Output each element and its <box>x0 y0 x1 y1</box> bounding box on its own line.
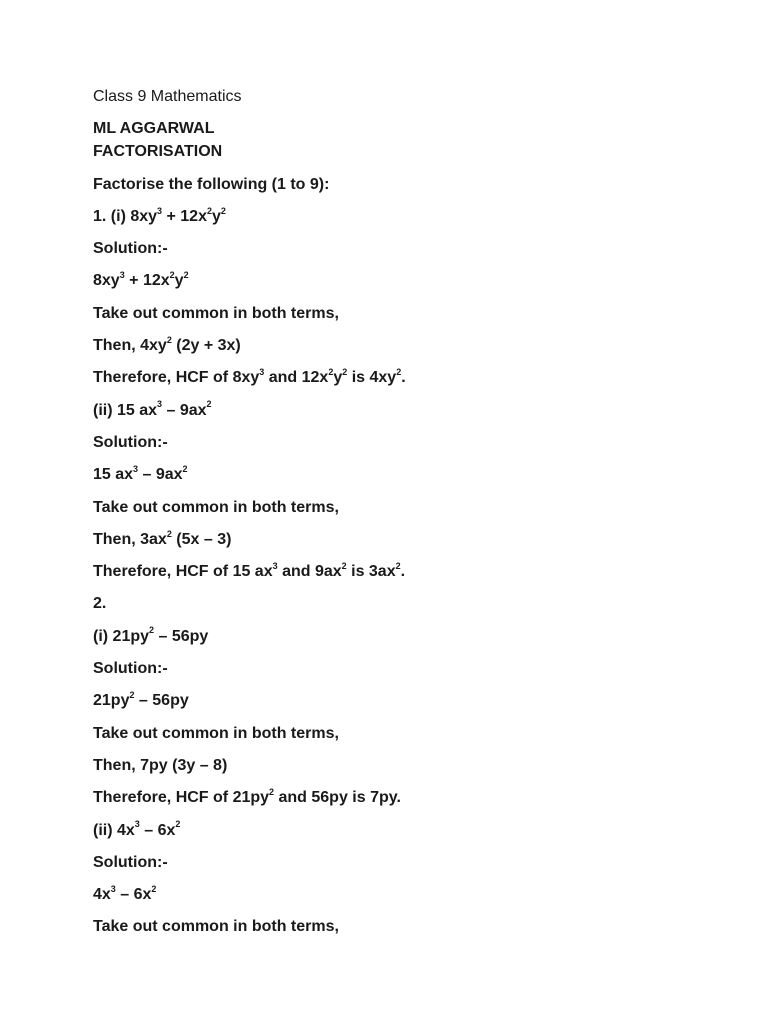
conclusion-line: Therefore, HCF of 15 $ax^3$ and $9ax^2$ is $3ax^2$. <box>93 560 406 581</box>
expression-line: 15 $ax^3 - 9ax^2$ <box>93 463 188 484</box>
expression-line: $4x^3 - 6x^2$ <box>93 883 157 904</box>
conclusion-line: Therefore, HCF of $21py^2$ and 56py is 7py. <box>93 786 401 807</box>
question-line: (ii) 15 $ax^3 - 9ax^2$ <box>93 399 212 419</box>
step-line: Then, $4xy^2$ (2y + 3x) <box>93 334 241 355</box>
question-line: (ii) $4x^3 - 6x^2$ <box>93 819 181 839</box>
label-line: Solution:- <box>93 853 168 871</box>
label-line: Solution:- <box>93 660 168 678</box>
label-line: Solution:- <box>93 240 168 258</box>
step-line: Take out common in both terms, <box>93 724 339 742</box>
solution-body <box>93 175 733 938</box>
step-line: Then, 7py (3y – 8) <box>93 756 228 774</box>
step-line: Take out common in both terms, <box>93 498 339 516</box>
question-line: (i) $21py^2 - 56py$ <box>93 625 209 645</box>
step-line: Take out common in both terms, <box>93 918 339 936</box>
step-line: Then, $3ax^2$ (5x – 3) <box>93 528 232 548</box>
expression-line: $21py^2 - 56py$ <box>93 690 189 710</box>
label-line: Solution:- <box>93 433 168 451</box>
question-line: 1. (i) $8xy^3 + 12x^2y^2$ <box>93 205 226 225</box>
expression-line: $8xy^3 + 12x^2y^2$ <box>93 270 189 290</box>
class-title: Class 9 Mathematics <box>93 88 242 105</box>
instruction-line: Factorise the following (1 to 9): <box>93 175 330 193</box>
chapter-heading: FACTORISATION <box>93 143 223 161</box>
question-line: 2. <box>93 595 107 613</box>
step-line: Take out common in both terms, <box>93 304 339 322</box>
author-heading: ML AGGARWAL <box>93 120 215 138</box>
conclusion-line: Therefore, HCF of $8xy^3$ and $12x^2y^2$ is $4xy^2$. <box>93 367 406 387</box>
document-page <box>93 87 733 950</box>
